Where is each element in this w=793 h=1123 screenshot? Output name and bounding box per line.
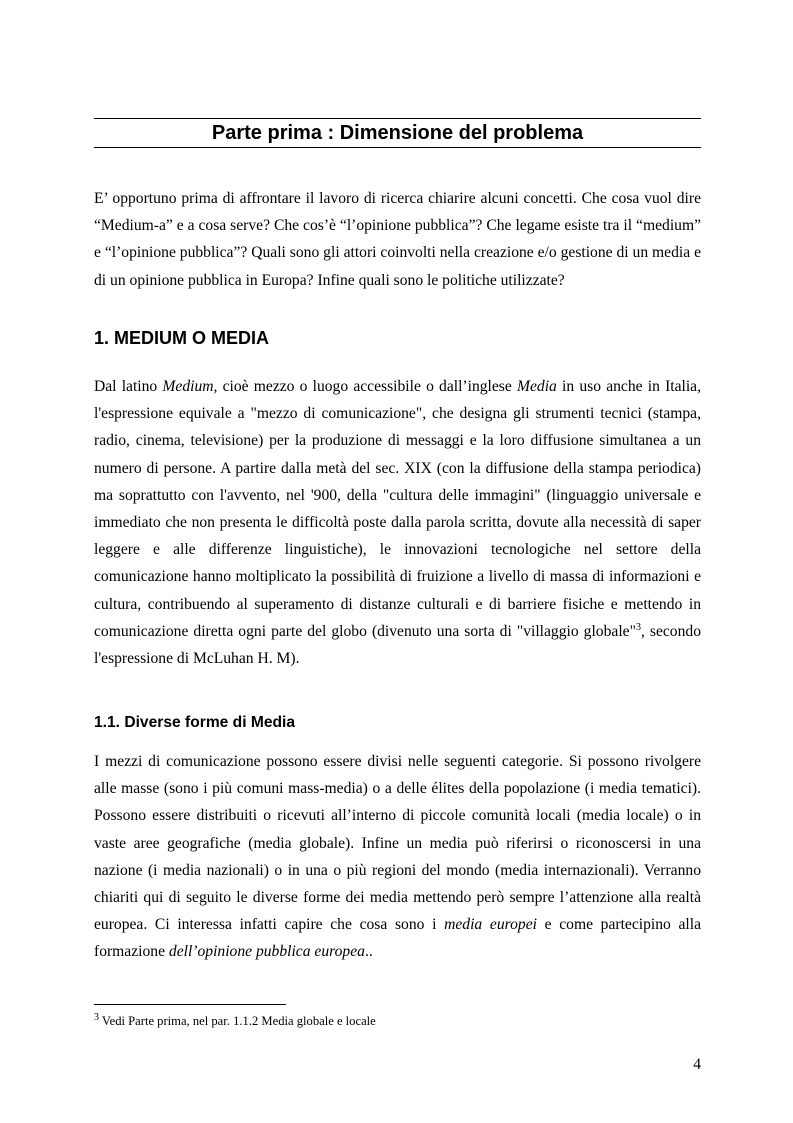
footnote xyxy=(94,1013,376,1029)
subsection-heading: 1.1. Diverse forme di Media xyxy=(94,714,296,731)
italic-term: dell’opinione pubblica europea xyxy=(168,943,365,961)
text-span: .. xyxy=(364,943,373,961)
footnote-ref[interactable]: 3 xyxy=(635,621,641,633)
page-number: 4 xyxy=(693,1056,701,1073)
italic-term: media europei xyxy=(444,916,537,934)
text-span: , secondo l'espressione di McLuhan H. M). xyxy=(94,622,701,668)
part-title: Parte prima : Dimensione del problema xyxy=(94,118,701,148)
text-span: I mezzi di comunicazione possono essere divisi nelle seguenti categorie. Si possono rivolgere alle masse (sono i più comuni mass-media) o a delle élites della popolazione (i media tematici). Possono essere distribuiti o ricevuti all’interno di piccole comunità locali (media locale) o in vaste aree geografiche (media globale). Infine un media può riferirsi o riconoscersi in una nazione (i media nazionali) o in una o più regioni del mondo (media internazionali). Verranno chiariti qui di seguito le diverse forme dei media mettendo però sempre l’attenzione alla realtà europea. Ci interessa infatti capire che cosa sono i xyxy=(94,753,701,934)
text-span: e come partecipino alla formazione xyxy=(94,916,702,961)
footnote-text: Vedi Parte prima, nel par. 1.1.2 Media globale e locale xyxy=(99,1014,376,1028)
italic-term: Media xyxy=(517,378,557,395)
footnote-divider xyxy=(94,1004,286,1005)
text-span: in uso anche in Italia, l'espressione equivale a "mezzo di comunicazione", che designa gli strumenti tecnici (stampa, radio, cinema, televisione) per la produzione di messaggi e la loro diffusione simultanea a un numero di persone. A partire dalla metà del sec. XIX (con la diffusione della stampa periodica) ma soprattutto con l'avvento, nel '900, della "cultura delle immagini" (linguaggio universale e immediato che non presenta le difficoltà poste dalla parola scritta, dovute alla necessità di saper leggere e alle differenze linguistiche), le innovazioni tecnologiche nel settore della comunicazione hanno moltiplicato la possibilità di fruizione a livello di massa di informazioni e cultura, contribuendo al superamento di distanze culturali e di barriere fisiche e mettendo in comunicazione diretta ogni parte del globo (divenuto una sorta di "villaggio globale" xyxy=(94,378,701,640)
italic-term: Medium xyxy=(162,378,214,395)
section-paragraph xyxy=(94,373,701,672)
section-heading: 1. MEDIUM O MEDIA xyxy=(94,328,270,348)
intro-paragraph: E’ opportuno prima di affrontare il lavoro di ricerca chiarire alcuni concetti. Che cosa vuol dire “Medium-a” e a cosa serve? Che cos’è “l’opinione pubblica”? Che legame esiste tra il “medium” e “l’opinione pubblica”? Quali sono gli attori coinvolti nella creazione e/o gestione di un media e di un opinione pubblica in Europa? Infine quali sono le politiche utilizzate? xyxy=(94,190,701,289)
subsection-paragraph xyxy=(94,748,701,966)
text-span: , cioè mezzo o luogo accessibile o dall’inglese xyxy=(213,378,517,395)
footnote-number: 3 xyxy=(94,1011,99,1023)
text-span: Dal latino xyxy=(94,378,163,395)
